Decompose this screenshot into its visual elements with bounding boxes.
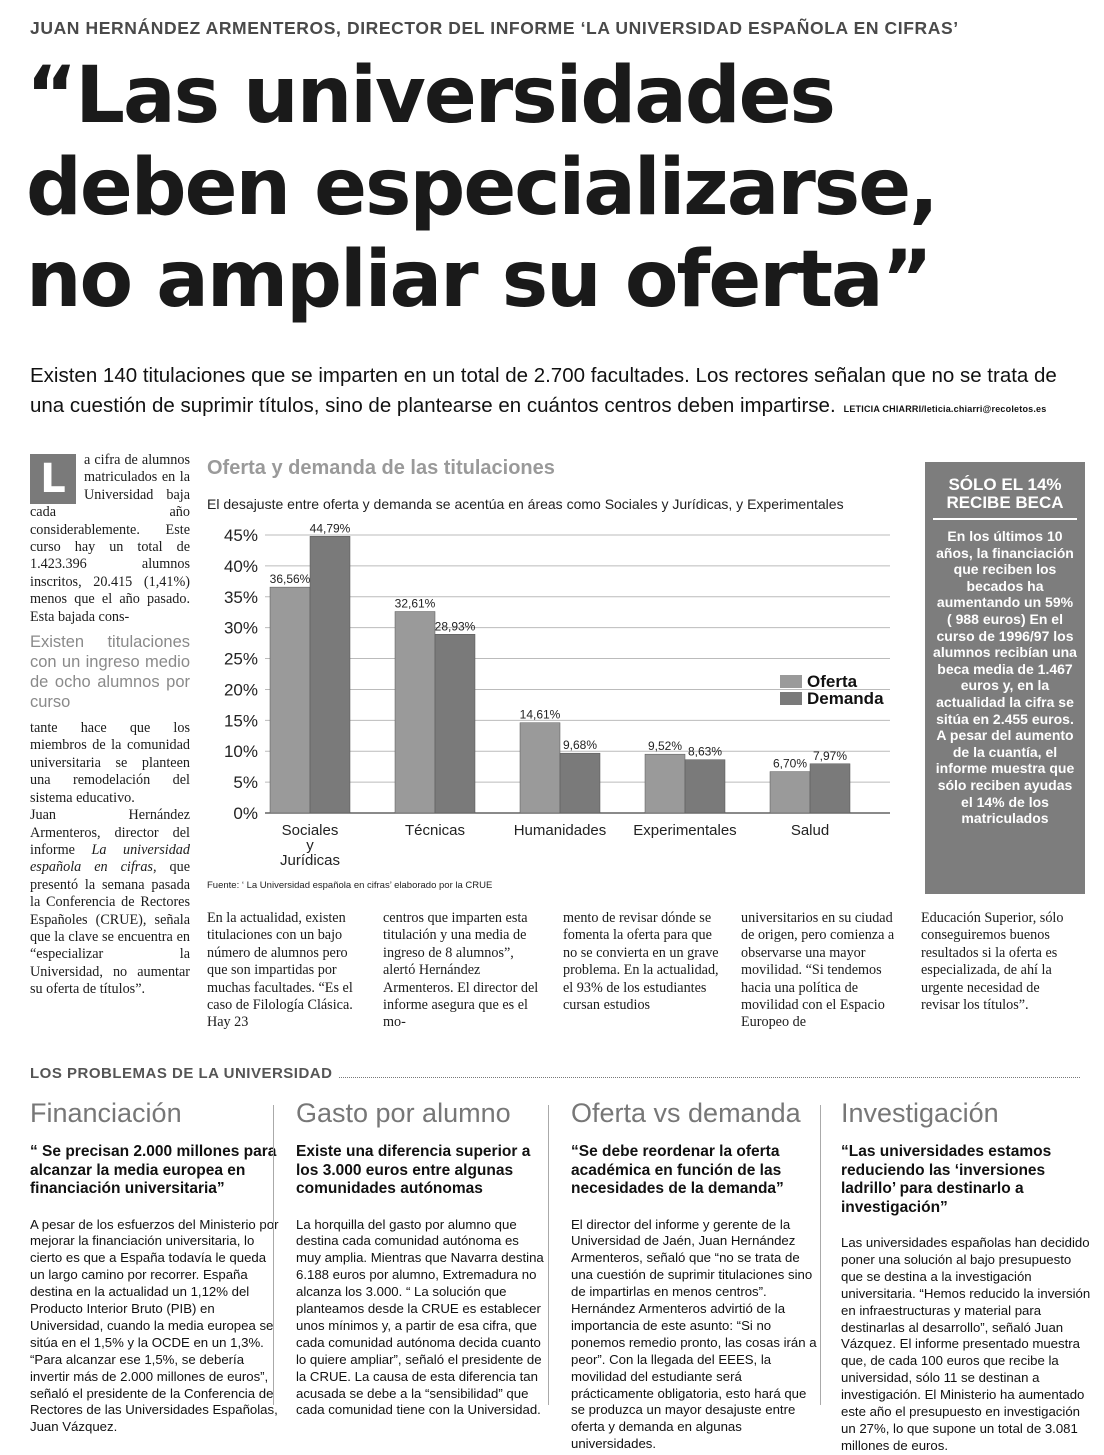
- data-label: 14,61%: [519, 707, 561, 722]
- x-tick-label: y: [306, 837, 314, 854]
- column-divider: [548, 1105, 549, 1405]
- topic-financiacion: [30, 1098, 280, 1436]
- article-column-4: mento de revisar dónde se fomenta la oferta para que no se convierta en un grave problema. En la actualidad, el 93% de los estudiantes cursan estudios: [563, 910, 719, 1014]
- article-lead: a cifra de alumnos matriculados en la Universidad baja cada año considerablemente. Este curso hay un total de 1.423.396 alumnos inscritos, 20.415 (1,41%) menos que el año pasado. Esta bajada cons-: [30, 452, 190, 625]
- topic-gasto-por-alumno: [296, 1098, 546, 1419]
- legend-swatch-demanda: [780, 692, 802, 705]
- bar-oferta: [645, 754, 685, 813]
- y-tick-label: 25%: [223, 649, 258, 669]
- article-column-5: universitarios en su ciudad de origen, pero comienza a observarse una mayor movilidad. “Si tendemos hacia una política de movilidad con el Espacio Europeo de: [741, 910, 895, 1031]
- y-tick-label: 40%: [223, 556, 258, 576]
- headline-line-3: no ampliar su oferta”: [26, 235, 931, 325]
- bar-chart: [200, 515, 915, 875]
- x-tick-label: Técnicas: [404, 822, 466, 839]
- bar-oferta: [770, 772, 810, 813]
- y-tick-label: 45%: [223, 526, 258, 545]
- topic-title: Oferta vs demanda: [571, 1098, 801, 1128]
- headline-line-1: “Las universidades: [26, 51, 834, 141]
- data-label: 32,61%: [394, 596, 436, 611]
- legend-label-demanda: Demanda: [807, 689, 884, 708]
- bar-oferta: [520, 723, 560, 813]
- x-tick-label: Experimentales: [633, 822, 737, 839]
- headline-line-2: deben especializarse,: [26, 143, 937, 233]
- chart-subtitle: El desajuste entre oferta y demanda se acentúa en áreas como Sociales y Jurídicas, y Experimentales: [207, 496, 844, 512]
- sidebar-text: En los últimos 10 años, la financiación que reciben los becados ha aumentando un 59% ( 988 euros) En el curso de 1996/97 los alumnos recibían una beca media de 1.467 euros y, en la actualidad la cifra se sitúa en 2.455 euros. A pesar del aumento de la cuantía, el informe muestra que sólo reciben ayudas el 14% de los matriculados: [933, 528, 1077, 827]
- data-label: 28,93%: [434, 619, 476, 634]
- article-column-6: Educación Superior, sólo conseguiremos buenos resultados si la oferta es especializada, de ahí la urgente necesidad de revisar los títulos”.: [921, 910, 1064, 1014]
- topic-title: Financiación: [30, 1098, 182, 1128]
- legend-label-oferta: Oferta: [807, 672, 858, 691]
- legend-swatch-oferta: [780, 675, 802, 688]
- topic-title: Investigación: [841, 1098, 999, 1128]
- y-tick-label: 30%: [223, 618, 258, 638]
- chart-source: Fuente: ‘ La Universidad española en cifras’ elaborado por la CRUE: [207, 880, 493, 891]
- y-tick-label: 15%: [223, 711, 258, 731]
- bar-demanda: [685, 760, 725, 813]
- dropcap: L: [30, 454, 76, 504]
- column-divider: [820, 1105, 821, 1405]
- pull-quote: Existen titulaciones con un ingreso medio de ocho alumnos por curso: [30, 633, 190, 712]
- article-column-2: En la actualidad, existen titulaciones con un bajo número de alumnos pero que son impartidas por muchas facultades. “Es el caso de Filología Clásica. Hay 23: [207, 910, 353, 1031]
- x-tick-label: Humanidades: [513, 822, 607, 839]
- y-tick-label: 10%: [223, 742, 258, 762]
- y-tick-label: 20%: [223, 680, 258, 700]
- sidebar-box: [925, 462, 1085, 894]
- topic-quote: “Las universidades estamos reduciendo las ‘inversiones ladrillo’ para destinarlo a investigación”: [841, 1143, 1052, 1216]
- article-paragraph: tante hace que los miembros de la comunidad universitaria se planteen una remodelación del sistema educativo.: [30, 720, 190, 806]
- topic-oferta-vs-demanda: [571, 1098, 821, 1453]
- x-tick-label: Sociales: [281, 822, 339, 839]
- topic-quote: “Se debe reordenar la oferta académica en función de las necesidades de la demanda”: [571, 1143, 784, 1197]
- data-label: 7,97%: [812, 748, 848, 763]
- deck: [30, 361, 1090, 424]
- report-title: La universidad española en cifras: [30, 841, 190, 876]
- bar-demanda: [560, 753, 600, 813]
- data-label: 9,68%: [562, 738, 598, 753]
- article-column-1: [30, 452, 190, 999]
- x-tick-label: Salud: [790, 822, 830, 839]
- topic-investigacion: [841, 1098, 1091, 1455]
- topic-body: Las universidades españolas han decidido poner una solución al bajo presupuesto que se destina a la investigación universitaria. “Hemos reducido la inversión en infraestructuras y material para destinarlas al desarrollo”, señaló Juan Vázquez. El informe presentado muestra que, de cada 100 euros que recibe la universidad, sólo 11 se destinan a investigación. El Ministerio ha aumentado este año el presupuesto en investigación un 27%, lo que supone un total de 3.081 millones de euros.: [841, 1235, 1091, 1453]
- x-tick-label: Jurídicas: [279, 852, 341, 869]
- y-tick-label: 0%: [233, 804, 258, 823]
- topic-body: El director del informe y gerente de la Universidad de Jaén, Juan Hernández Armenteros, señaló que “no se trata de una cuestión de suprimir titulaciones sino de impartirlas en menos centros”. Hernández Armenteros advirtió de la importancia de este asunto: “Si no ponemos remedio pronto, las cosas irán a peor”. Con la llegada del EEES, la movilidad del estudiante será prácticamente obligatoria, esto hará que se produzca un mayor desajuste entre oferta y demanda en algunas universidades.: [571, 1216, 817, 1452]
- data-label: 8,63%: [687, 744, 723, 759]
- bar-demanda: [810, 764, 850, 813]
- bar-demanda: [435, 634, 475, 813]
- topic-quote: “ Se precisan 2.000 millones para alcanzar la media europea en financiación universitaria”: [30, 1143, 277, 1197]
- section-heading: LOS PROBLEMAS DE LA UNIVERSIDAD: [30, 1065, 1090, 1082]
- kicker: JUAN HERNÁNDEZ ARMENTEROS, DIRECTOR DEL INFORME ‘LA UNIVERSIDAD ESPAÑOLA EN CIFRAS’: [30, 18, 959, 38]
- topic-title: Gasto por alumno: [296, 1098, 511, 1128]
- data-label: 9,52%: [647, 739, 683, 754]
- headline: [26, 50, 1086, 326]
- byline: LETICIA CHIARRI/leticia.chiarri@recoletos.es: [843, 404, 1047, 414]
- sidebar-title: SÓLO EL 14% RECIBE BECA: [933, 476, 1077, 520]
- data-label: 6,70%: [772, 756, 808, 771]
- bar-demanda: [310, 536, 350, 813]
- topic-quote: Existe una diferencia superior a los 3.000 euros entre algunas comunidades autónomas: [296, 1143, 531, 1197]
- data-label: 44,79%: [309, 521, 351, 536]
- article-column-3: centros que imparten esta titulación y una media de ingreso de 8 alumnos”, alertó Hernández Armenteros. El director del informe asegura que es el mo-: [383, 910, 539, 1031]
- data-label: 36,56%: [269, 572, 311, 587]
- topic-body: A pesar de los esfuerzos del Ministerio por mejorar la financiación universitaria, lo cierto es que a España todavía le queda un largo camino por recorrer. España destina en la actualidad un 1,12% del Producto Interior Bruto (PIB) en Universidad, cuando la media europea se sitúa en el 1,5% y la OCDE en un 1,3%. “Para alcanzar ese 1,5%, se debería invertir más de 2.000 millones de euros”, señaló el presidente de la Conferencia de Rectores de las Universidades Españolas, Juan Vázquez.: [30, 1216, 279, 1435]
- chart-title: Oferta y demanda de las titulaciones: [207, 457, 555, 479]
- y-tick-label: 5%: [233, 773, 258, 793]
- bar-oferta: [395, 612, 435, 813]
- y-tick-label: 35%: [223, 587, 258, 607]
- article-paragraph: Juan Hernández Armenteros, director del informe La universidad española en cifras, que presentó la semana pasada la Conferencia de Rectores Españoles (CRUE), señala que la clave se encuentra en “especializar la Universidad, no aumentar su oferta de títulos”.: [30, 807, 190, 998]
- bar-oferta: [270, 587, 310, 813]
- topic-body: La horquilla del gasto por alumno que destina cada comunidad autónoma es muy amplia. Mientras que Navarra destina 6.188 euros por alumno, Extremadura no alcanza los 3.000. “ La solución que planteamos desde la CRUE es establecer unos mínimos y, a partir de esa cifra, que cada comunidad autónoma decida cuanto lo quiere ampliar”, señaló el presidente de la CRUE. La causa de esta diferencia tan acusada se debe a la “sensibilidad” que cada comunidad tiene con la Universidad.: [296, 1216, 544, 1418]
- column-divider: [273, 1105, 274, 1405]
- deck-text: Existen 140 titulaciones que se imparten en un total de 2.700 facultades. Los rectores señalan que no se trata de una cuestión de suprimir títulos, sino de plantearse en cuántos centros deben impartirse.: [30, 364, 1057, 417]
